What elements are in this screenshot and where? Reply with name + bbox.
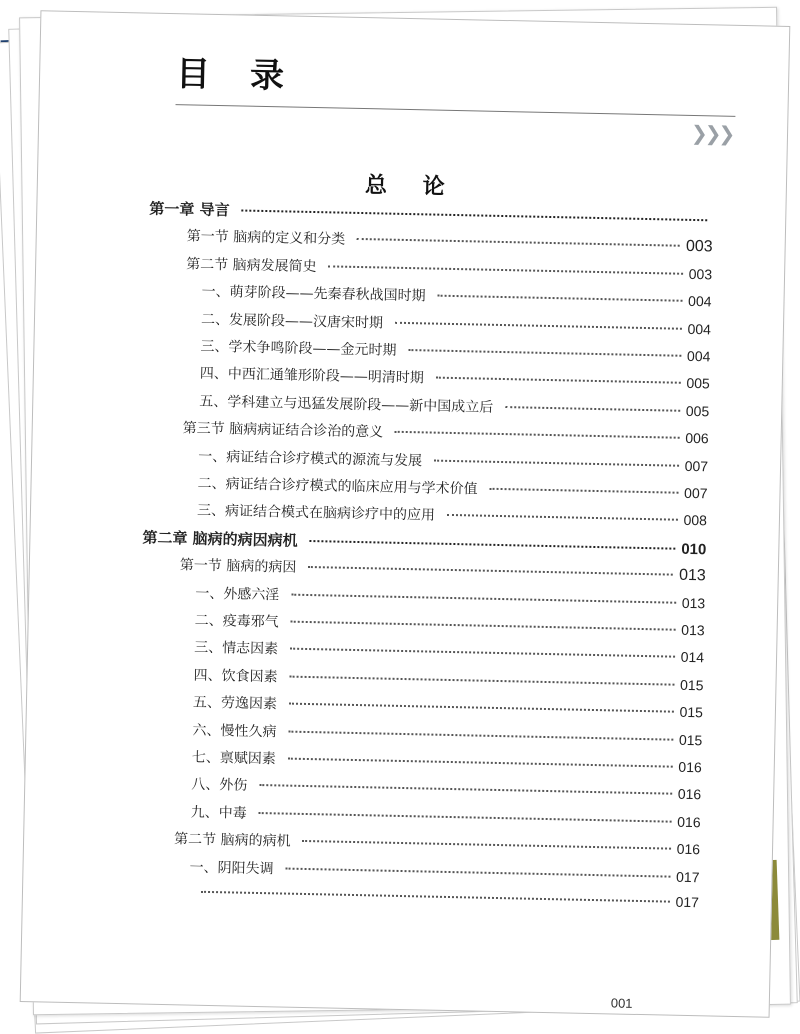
toc-entry bbox=[183, 418, 709, 449]
toc-entry-title: 一、外感六淫 bbox=[195, 585, 280, 603]
toc-entry bbox=[189, 884, 699, 911]
toc-entry-title: 三、学术争鸣阶段——金元时期 bbox=[200, 338, 397, 359]
toc-leader-dots bbox=[395, 431, 679, 439]
toc-entry bbox=[201, 281, 711, 312]
toc-entry-title: 一、病证结合诊疗模式的源流与发展 bbox=[197, 448, 423, 469]
toc-entry bbox=[186, 253, 712, 284]
toc-entry bbox=[192, 719, 702, 750]
toc-entry-page: 004 bbox=[687, 320, 712, 337]
toc-entry-page: 013 bbox=[681, 594, 706, 611]
toc-entry-page: 010 bbox=[681, 540, 707, 559]
toc-entry bbox=[195, 582, 705, 613]
toc-entry bbox=[200, 363, 710, 394]
page-title: 目 录 bbox=[175, 54, 299, 97]
toc-entry-page: 006 bbox=[685, 430, 709, 447]
toc-leader-dots bbox=[290, 675, 675, 685]
header-divider bbox=[176, 104, 736, 117]
toc-entry bbox=[187, 226, 713, 257]
toc-entry-title: 二、疫毒邪气 bbox=[194, 612, 279, 631]
toc-entry-title: 第一章 导言 bbox=[149, 199, 230, 220]
toc-entry bbox=[193, 664, 703, 695]
toc-leader-dots bbox=[408, 349, 681, 357]
toc-entry bbox=[192, 747, 702, 778]
toc-entry bbox=[193, 692, 703, 723]
toc-entry-page: 016 bbox=[676, 840, 701, 858]
toc-entry-title: 一、萌芽阶段——先秦春秋战国时期 bbox=[201, 283, 426, 305]
toc-entry-page: 015 bbox=[678, 731, 703, 748]
toc-entry-page: 003 bbox=[685, 238, 713, 256]
toc-entry-title: 五、学科建立与迅猛发展阶段——新中国成立后 bbox=[199, 393, 494, 416]
toc-entry-page: 017 bbox=[675, 893, 700, 911]
toc-entry-page: 016 bbox=[677, 786, 702, 803]
toc-entry-title: 第二节 脑病的病机 bbox=[173, 831, 291, 850]
toc-entry-title: 第一节 脑病的定义和分类 bbox=[186, 228, 346, 249]
toc-entry-title: 三、病证结合模式在脑病诊疗中的应用 bbox=[196, 503, 436, 525]
toc-entry-title: 七、禀赋因素 bbox=[191, 749, 277, 768]
toc-leader-dots bbox=[310, 540, 676, 550]
toc-entry-page: 015 bbox=[679, 703, 704, 721]
toc-entry-title: 第一节 脑病的病因 bbox=[179, 557, 297, 576]
toc-entry bbox=[199, 390, 709, 421]
toc-entry-page: 015 bbox=[679, 676, 704, 694]
toc-entry-title: 九、中毒 bbox=[190, 804, 247, 822]
toc-leader-dots bbox=[505, 406, 680, 412]
toc-entry-page: 017 bbox=[675, 868, 700, 885]
toc-entry-title: 五、劳逸因素 bbox=[192, 694, 278, 713]
toc-entry bbox=[197, 500, 707, 531]
toc-entry bbox=[180, 554, 706, 585]
toc-leader-dots bbox=[291, 593, 676, 603]
toc-entry-title: 二、发展阶段——汉唐宋时期 bbox=[200, 311, 384, 332]
toc-leader-dots bbox=[259, 812, 672, 823]
toc-entry-page: 003 bbox=[688, 265, 713, 283]
toc-leader-dots bbox=[289, 703, 674, 713]
toc-leader-dots bbox=[201, 891, 670, 903]
toc-entry-page: 004 bbox=[687, 293, 712, 310]
toc-leader-dots bbox=[395, 321, 682, 329]
toc-leader-dots bbox=[308, 566, 673, 576]
toc-entry bbox=[201, 308, 711, 339]
toc-entry-page: 013 bbox=[681, 621, 705, 639]
toc-entry-title: 第二节 脑病发展简史 bbox=[186, 256, 317, 275]
toc-entry bbox=[197, 473, 707, 504]
toc-entry-title: 八、外伤 bbox=[191, 776, 248, 795]
page-number: 001 bbox=[610, 995, 633, 1011]
toc-leader-dots bbox=[490, 488, 679, 494]
chevrons-icon: ❯❯❯ bbox=[690, 120, 733, 146]
toc-leader-dots bbox=[447, 514, 678, 521]
toc-leader-dots bbox=[438, 295, 683, 302]
toc-entry bbox=[194, 637, 704, 668]
toc-entry bbox=[195, 610, 705, 641]
toc-entry-page: 016 bbox=[677, 813, 701, 831]
toc-entry-title: 六、慢性久病 bbox=[192, 722, 277, 740]
toc-entry bbox=[142, 526, 706, 559]
toc-leader-dots bbox=[288, 758, 673, 768]
toc-leader-dots bbox=[436, 377, 681, 384]
toc-entry-title: 三、情志因素 bbox=[193, 640, 279, 658]
toc-entry-title: 四、中西汇通雏形阶段——明清时期 bbox=[199, 366, 425, 387]
toc-entry bbox=[191, 774, 701, 805]
toc-entry-page: 007 bbox=[683, 484, 708, 502]
toc-entry-title: 第三节 脑病病证结合诊治的意义 bbox=[182, 420, 384, 441]
toc-leader-dots bbox=[329, 265, 683, 274]
toc-entry-page: 013 bbox=[678, 566, 706, 585]
toc-entry-page: 005 bbox=[685, 402, 710, 420]
toc-leader-dots bbox=[259, 784, 672, 795]
toc-entry-title: 一、阴阳失调 bbox=[189, 859, 274, 877]
toc-entry bbox=[174, 828, 700, 859]
toc-leader-dots bbox=[288, 730, 673, 740]
toc-entry-page: 004 bbox=[686, 347, 711, 365]
toc-entry bbox=[189, 856, 699, 887]
toc-leader-dots bbox=[434, 459, 679, 466]
toc-entry-page: 016 bbox=[678, 758, 702, 776]
toc-leader-dots bbox=[286, 867, 671, 877]
toc-entry-title: 二、病证结合诊疗模式的临床应用与学术价值 bbox=[197, 475, 478, 498]
toc-leader-dots bbox=[303, 840, 671, 850]
toc-leader-dots bbox=[290, 648, 675, 658]
toc-entry-title: 四、饮食因素 bbox=[193, 667, 278, 686]
toc-entry-title: 第二章 脑病的病因病机 bbox=[142, 528, 298, 550]
section-title: 总 论 bbox=[364, 173, 459, 201]
toc-leader-dots bbox=[291, 621, 676, 631]
toc-entry-page: 005 bbox=[686, 375, 710, 392]
toc-leader-dots bbox=[242, 210, 708, 222]
toc-entry-page: 008 bbox=[683, 512, 708, 529]
toc-page bbox=[20, 10, 791, 1017]
toc-leader-dots bbox=[357, 238, 680, 247]
toc-entry bbox=[198, 445, 708, 476]
toc-entry bbox=[200, 336, 710, 367]
toc-entry bbox=[191, 801, 701, 832]
toc-entry-page: 014 bbox=[680, 649, 705, 666]
toc-entry-page: 007 bbox=[684, 457, 709, 474]
